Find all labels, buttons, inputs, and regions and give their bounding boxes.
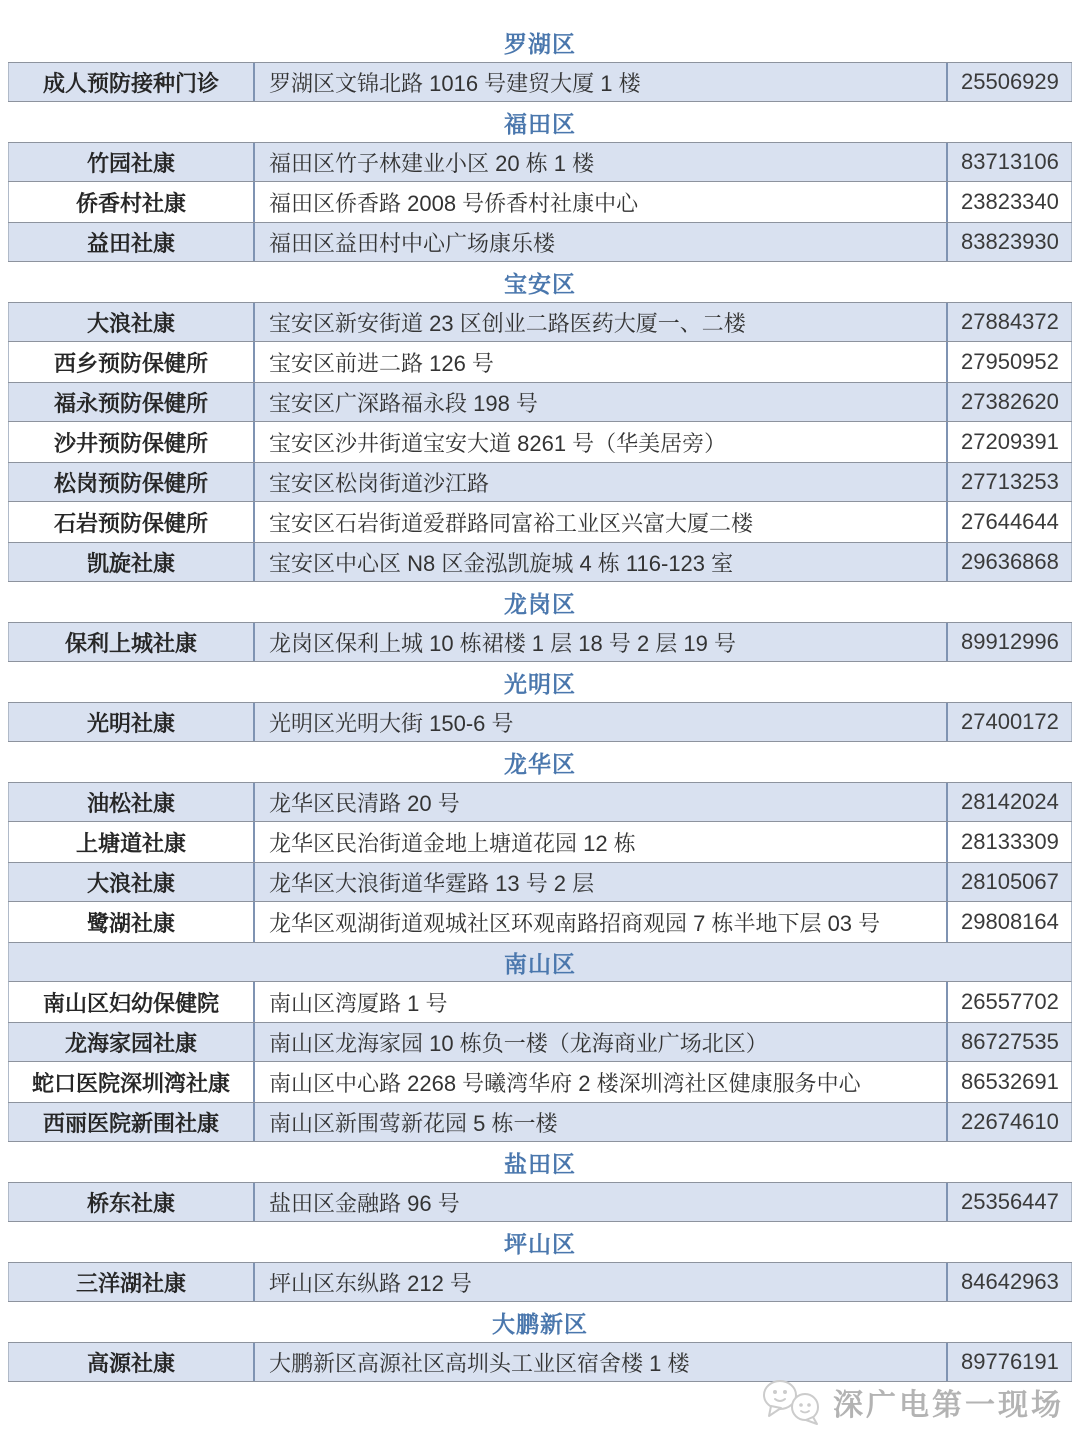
address-cell: 福田区益田村中心广场康乐楼 xyxy=(255,223,948,261)
clinic-row xyxy=(8,422,1072,462)
district-label: 光明区 xyxy=(504,670,576,697)
clinic-name-cell: 西乡预防保健所 xyxy=(8,342,255,382)
clinic-table xyxy=(8,22,1072,1382)
phone-cell: 29636868 xyxy=(948,543,1072,581)
district-label: 龙岗区 xyxy=(504,590,576,617)
clinic-name-cell: 高源社康 xyxy=(8,1343,255,1381)
district-header-row xyxy=(8,942,1072,982)
clinic-name-cell: 龙海家园社康 xyxy=(8,1023,255,1061)
clinic-row xyxy=(8,982,1072,1022)
phone-cell: 22674610 xyxy=(948,1103,1072,1141)
phone-cell: 26557702 xyxy=(948,982,1072,1022)
address-cell: 宝安区新安街道 23 区创业二路医药大厦一、二楼 xyxy=(255,303,948,341)
phone-cell: 23823340 xyxy=(948,182,1072,222)
clinic-row xyxy=(8,782,1072,822)
clinic-row xyxy=(8,1262,1072,1302)
clinic-name-cell: 南山区妇幼保健院 xyxy=(8,982,255,1022)
address-cell: 南山区龙海家园 10 栋负一楼（龙海商业广场北区） xyxy=(255,1023,948,1061)
address-cell: 罗湖区文锦北路 1016 号建贸大厦 1 楼 xyxy=(255,63,948,101)
clinic-name-cell: 鹭湖社康 xyxy=(8,902,255,942)
phone-cell: 28133309 xyxy=(948,822,1072,862)
district-label: 大鹏新区 xyxy=(492,1310,588,1337)
district-label: 盐田区 xyxy=(504,1150,576,1177)
phone-cell: 83823930 xyxy=(948,223,1072,261)
address-cell: 南山区湾厦路 1 号 xyxy=(255,982,948,1022)
clinic-row xyxy=(8,542,1072,582)
address-cell: 宝安区中心区 N8 区金泓凯旋城 4 栋 116-123 室 xyxy=(255,543,948,581)
phone-cell: 27950952 xyxy=(948,342,1072,382)
address-cell: 龙华区大浪街道华霆路 13 号 2 层 xyxy=(255,863,948,901)
clinic-name-cell: 大浪社康 xyxy=(8,863,255,901)
clinic-name-cell: 西丽医院新围社康 xyxy=(8,1103,255,1141)
clinic-name-cell: 上塘道社康 xyxy=(8,822,255,862)
phone-cell: 83713106 xyxy=(948,143,1072,181)
clinic-name-cell: 光明社康 xyxy=(8,703,255,741)
address-cell: 福田区竹子林建业小区 20 栋 1 楼 xyxy=(255,143,948,181)
clinic-name-cell: 侨香村社康 xyxy=(8,182,255,222)
address-cell: 宝安区前进二路 126 号 xyxy=(255,342,948,382)
address-cell: 福田区侨香路 2008 号侨香村社康中心 xyxy=(255,182,948,222)
district-label: 福田区 xyxy=(504,110,576,137)
phone-cell: 27713253 xyxy=(948,463,1072,501)
phone-cell: 29808164 xyxy=(948,902,1072,942)
phone-cell: 86727535 xyxy=(948,1023,1072,1061)
clinic-row xyxy=(8,382,1072,422)
clinic-row xyxy=(8,1062,1072,1102)
clinic-name-cell: 石岩预防保健所 xyxy=(8,502,255,542)
phone-cell: 27884372 xyxy=(948,303,1072,341)
clinic-name-cell: 桥东社康 xyxy=(8,1183,255,1221)
clinic-row xyxy=(8,702,1072,742)
phone-cell: 27382620 xyxy=(948,383,1072,421)
clinic-name-cell: 凯旋社康 xyxy=(8,543,255,581)
clinic-name-cell: 大浪社康 xyxy=(8,303,255,341)
clinic-name-cell: 三洋湖社康 xyxy=(8,1263,255,1301)
clinic-row xyxy=(8,902,1072,942)
phone-cell: 89776191 xyxy=(948,1343,1072,1381)
district-header-row xyxy=(8,662,1072,702)
clinic-name-cell: 油松社康 xyxy=(8,783,255,821)
clinic-row xyxy=(8,1022,1072,1062)
phone-cell: 28142024 xyxy=(948,783,1072,821)
district-label: 龙华区 xyxy=(504,750,576,777)
clinic-row xyxy=(8,302,1072,342)
clinic-row xyxy=(8,502,1072,542)
district-header-row xyxy=(8,102,1072,142)
address-cell: 大鹏新区高源社区高圳头工业区宿舍楼 1 楼 xyxy=(255,1343,948,1381)
address-cell: 龙华区民清路 20 号 xyxy=(255,783,948,821)
clinic-row xyxy=(8,622,1072,662)
clinic-name-cell: 松岗预防保健所 xyxy=(8,463,255,501)
watermark-text: 深广电第一现场 xyxy=(833,1389,1064,1422)
address-cell: 龙华区观湖街道观城社区环观南路招商观园 7 栋半地下层 03 号 xyxy=(255,902,948,942)
clinic-name-cell: 沙井预防保健所 xyxy=(8,422,255,462)
phone-cell: 27400172 xyxy=(948,703,1072,741)
address-cell: 盐田区金融路 96 号 xyxy=(255,1183,948,1221)
watermark xyxy=(761,1376,1064,1428)
address-cell: 光明区光明大街 150-6 号 xyxy=(255,703,948,741)
district-label: 宝安区 xyxy=(504,270,576,297)
address-cell: 宝安区石岩街道爱群路同富裕工业区兴富大厦二楼 xyxy=(255,502,948,542)
address-cell: 龙华区民治街道金地上塘道花园 12 栋 xyxy=(255,822,948,862)
district-label: 罗湖区 xyxy=(504,30,576,57)
clinic-name-cell: 保利上城社康 xyxy=(8,623,255,661)
address-cell: 龙岗区保利上城 10 栋裙楼 1 层 18 号 2 层 19 号 xyxy=(255,623,948,661)
clinic-row xyxy=(8,182,1072,222)
address-cell: 宝安区沙井街道宝安大道 8261 号（华美居旁） xyxy=(255,422,948,462)
phone-cell: 86532691 xyxy=(948,1062,1072,1102)
address-cell: 南山区新围莺新花园 5 栋一楼 xyxy=(255,1103,948,1141)
clinic-row xyxy=(8,862,1072,902)
clinic-row xyxy=(8,1182,1072,1222)
phone-cell: 89912996 xyxy=(948,623,1072,661)
district-label: 南山区 xyxy=(504,950,576,977)
clinic-name-cell: 福永预防保健所 xyxy=(8,383,255,421)
district-header-row xyxy=(8,262,1072,302)
phone-cell: 25506929 xyxy=(948,63,1072,101)
clinic-name-cell: 益田社康 xyxy=(8,223,255,261)
clinic-row xyxy=(8,462,1072,502)
address-cell: 南山区中心路 2268 号曦湾华府 2 楼深圳湾社区健康服务中心 xyxy=(255,1062,948,1102)
district-label: 坪山区 xyxy=(504,1230,576,1257)
clinic-row xyxy=(8,62,1072,102)
district-header-row xyxy=(8,742,1072,782)
phone-cell: 84642963 xyxy=(948,1263,1072,1301)
phone-cell: 27209391 xyxy=(948,422,1072,462)
phone-cell: 25356447 xyxy=(948,1183,1072,1221)
address-cell: 坪山区东纵路 212 号 xyxy=(255,1263,948,1301)
district-header-row xyxy=(8,582,1072,622)
district-header-row xyxy=(8,1142,1072,1182)
clinic-name-cell: 竹园社康 xyxy=(8,143,255,181)
clinic-row xyxy=(8,1102,1072,1142)
address-cell: 宝安区广深路福永段 198 号 xyxy=(255,383,948,421)
clinic-row xyxy=(8,822,1072,862)
address-cell: 宝安区松岗街道沙江路 xyxy=(255,463,948,501)
clinic-name-cell: 成人预防接种门诊 xyxy=(8,63,255,101)
district-header-row xyxy=(8,22,1072,62)
district-header-row xyxy=(8,1222,1072,1262)
district-header-row xyxy=(8,1302,1072,1342)
clinic-row xyxy=(8,342,1072,382)
clinic-name-cell: 蛇口医院深圳湾社康 xyxy=(8,1062,255,1102)
clinic-row xyxy=(8,222,1072,262)
chat-bubbles-icon xyxy=(761,1376,825,1428)
phone-cell: 27644644 xyxy=(948,502,1072,542)
clinic-row xyxy=(8,142,1072,182)
phone-cell: 28105067 xyxy=(948,863,1072,901)
